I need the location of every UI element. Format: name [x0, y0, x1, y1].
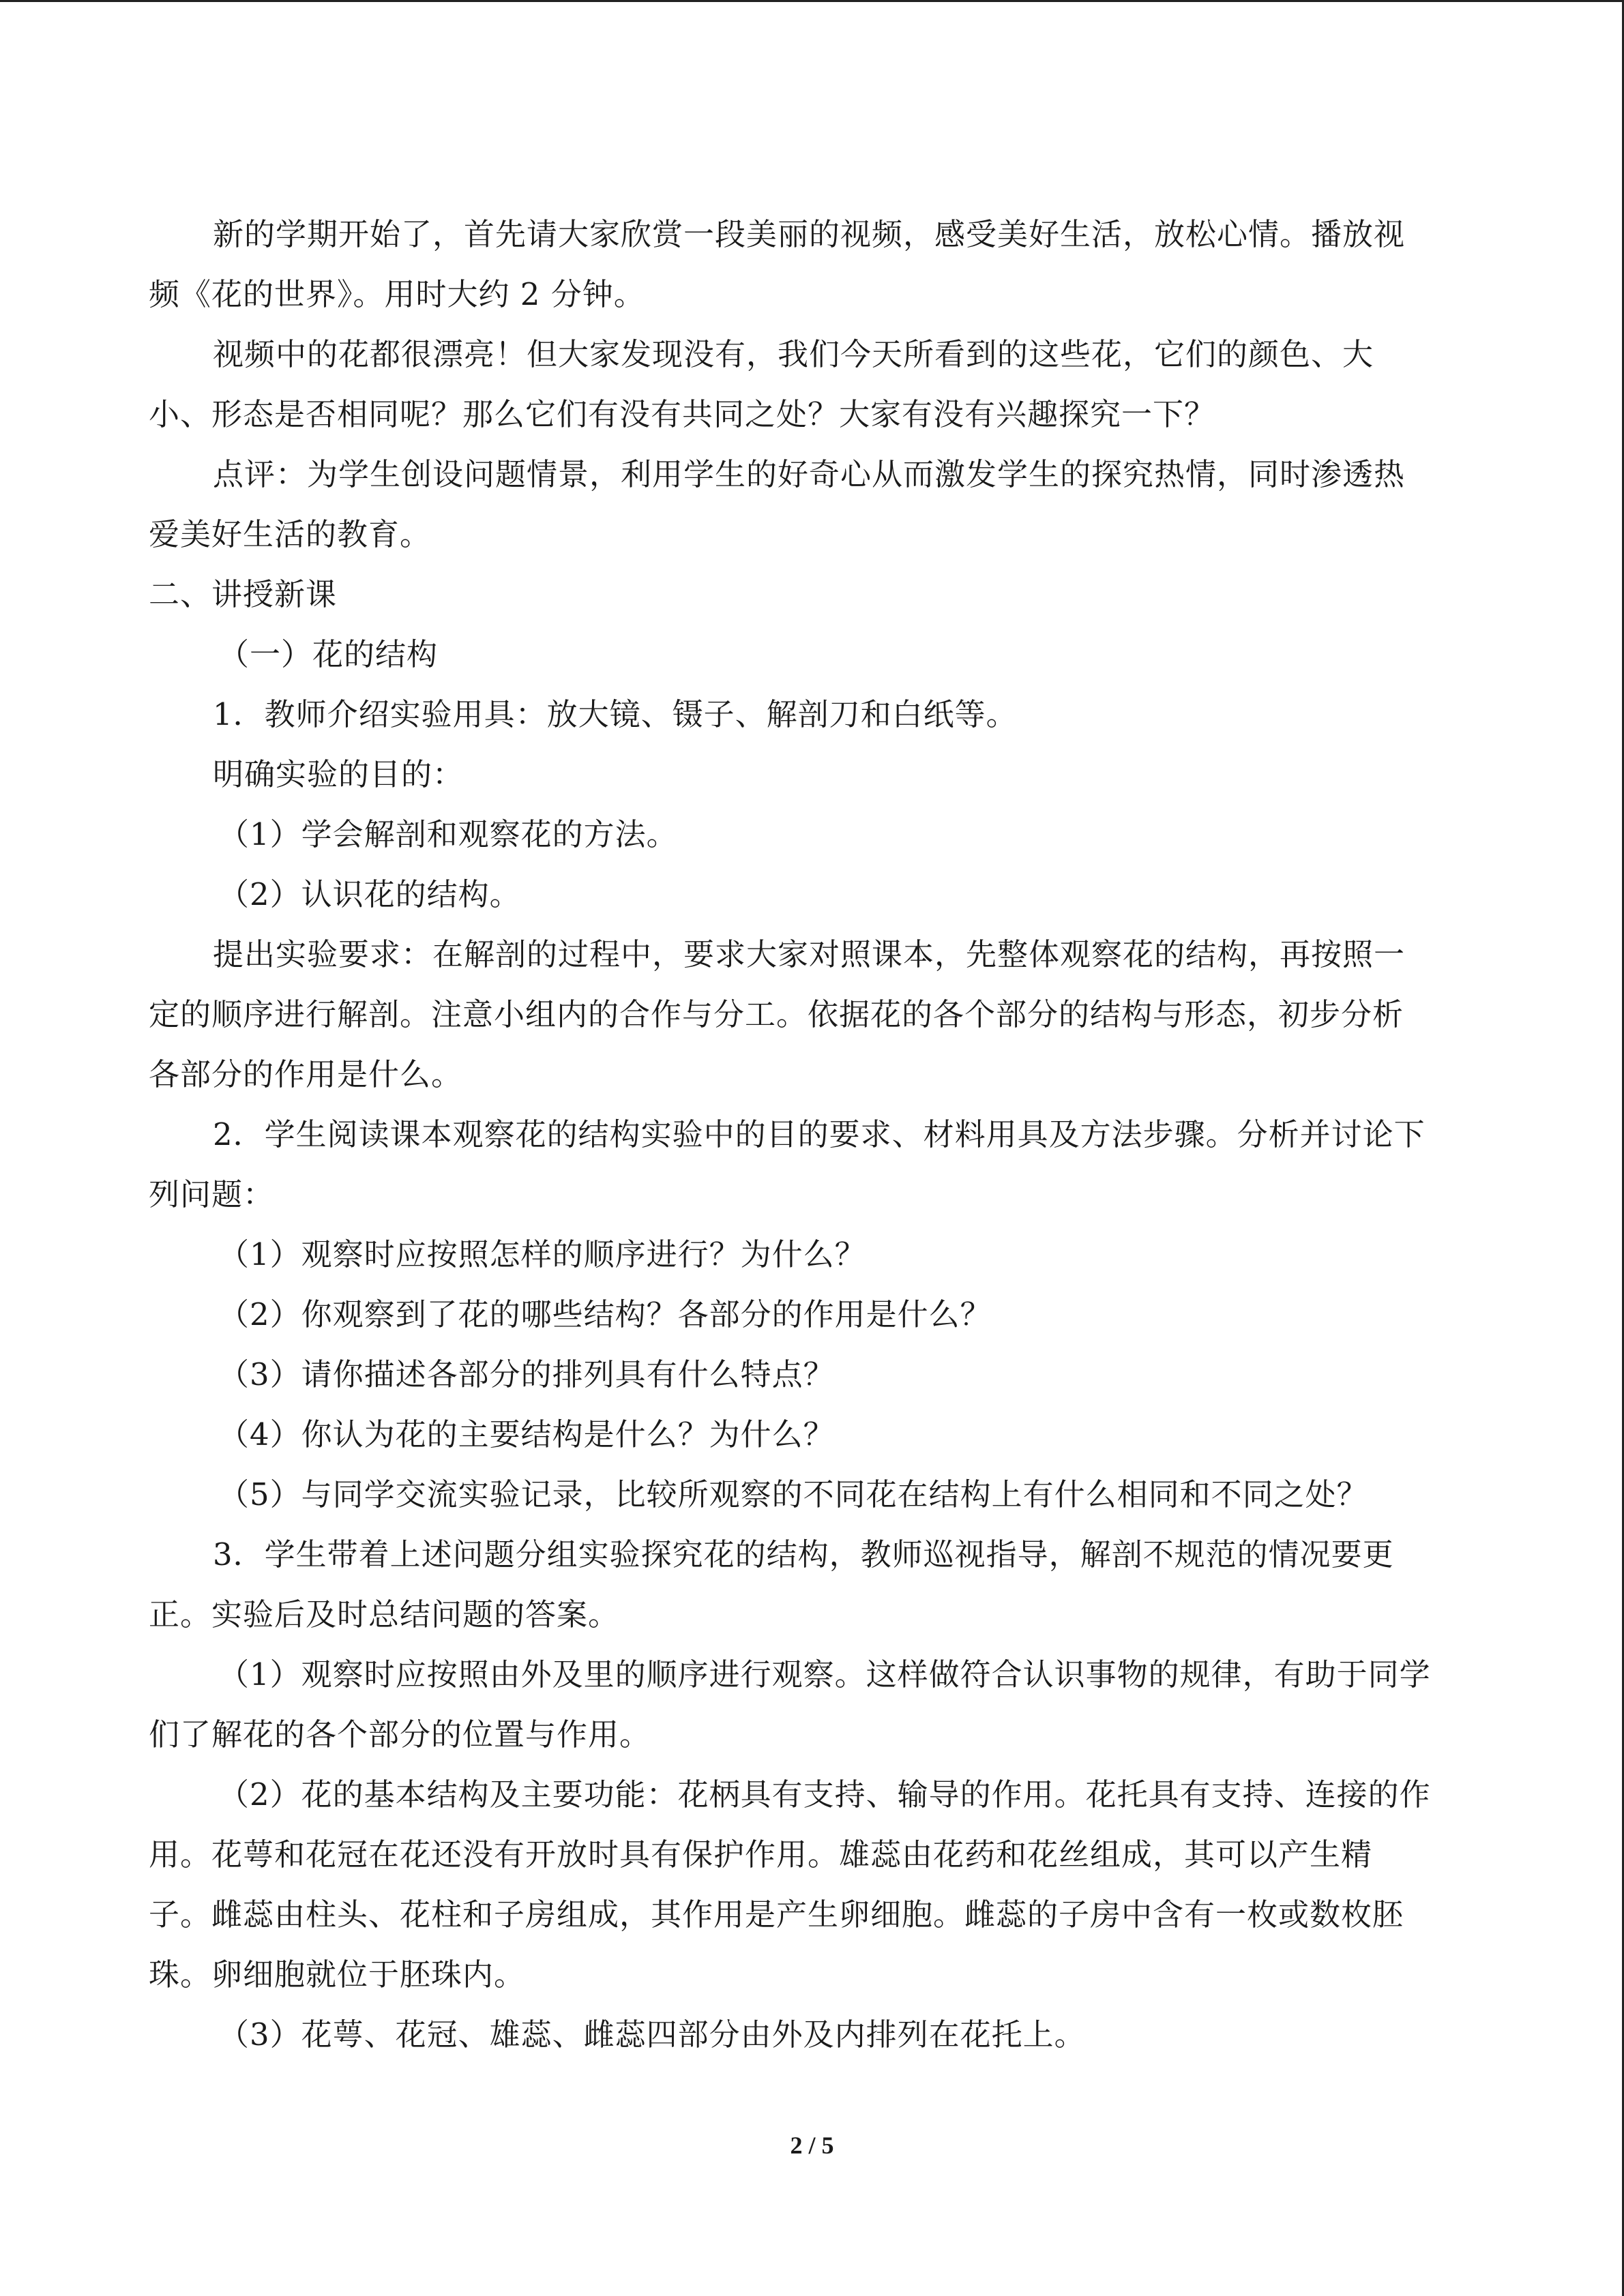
- paragraph-line: 新的学期开始了，首先请大家欣赏一段美丽的视频，感受美好生活，放松心情。播放视: [213, 216, 1406, 252]
- list-item: （5）与同学交流实验记录，比较所观察的不同花在结构上有什么相同和不同之处？: [218, 1476, 1368, 1512]
- list-item: （2）花的基本结构及主要功能：花柄具有支持、输导的作用。花托具有支持、连接的作: [218, 1776, 1431, 1813]
- paragraph-line: 提出实验要求：在解剖的过程中，要求大家对照课本，先整体观察花的结构，再按照一: [213, 936, 1406, 972]
- paragraph-line: 1．教师介绍实验用具：放大镜、镊子、解剖刀和白纸等。: [213, 696, 1018, 732]
- list-item: （1）观察时应按照由外及里的顺序进行观察。这样做符合认识事物的规律，有助于同学: [218, 1656, 1431, 1693]
- paragraph-line: 用。花萼和花冠在花还没有开放时具有保护作用。雄蕊由花药和花丝组成，其可以产生精: [149, 1836, 1373, 1873]
- paragraph-line: 小、形态是否相同呢？那么它们有没有共同之处？大家有没有兴趣探究一下？: [149, 396, 1216, 432]
- paragraph-line: 定的顺序进行解剖。注意小组内的合作与分工。依据花的各个部分的结构与形态，初步分析: [149, 996, 1404, 1032]
- paragraph-line: 2．学生阅读课本观察花的结构实验中的目的要求、材料用具及方法步骤。分析并讨论下: [213, 1116, 1426, 1152]
- paragraph-line: 们了解花的各个部分的位置与作用。: [149, 1716, 651, 1753]
- list-item: （3）花萼、花冠、雄蕊、雌蕊四部分由外及内排列在花托上。: [218, 2016, 1086, 2053]
- paragraph-line: 列问题：: [149, 1176, 275, 1212]
- paragraph-line: 明确实验的目的：: [213, 756, 464, 792]
- paragraph-line: 正。实验后及时总结问题的答案。: [149, 1596, 620, 1632]
- section-heading: 二、讲授新课: [149, 576, 338, 612]
- paragraph-line: 视频中的花都很漂亮！但大家发现没有，我们今天所看到的这些花，它们的颜色、大: [213, 336, 1374, 372]
- paragraph-line: 爱美好生活的教育。: [149, 516, 432, 552]
- page-top-border: [0, 0, 1624, 2]
- list-item: （1）观察时应按照怎样的顺序进行？为什么？: [218, 1236, 866, 1272]
- list-item: （4）你认为花的主要结构是什么？为什么？: [218, 1416, 835, 1452]
- paragraph-line: 频《花的世界》。用时大约 2 分钟。: [149, 276, 645, 312]
- list-item: （2）认识花的结构。: [218, 876, 521, 912]
- page-number: 2 / 5: [790, 2132, 834, 2159]
- list-item: （2）你观察到了花的哪些结构？各部分的作用是什么？: [218, 1296, 992, 1332]
- list-item: （3）请你描述各部分的排列具有什么特点？: [218, 1356, 835, 1392]
- paragraph-line: 3．学生带着上述问题分组实验探究花的结构，教师巡视指导，解剖不规范的情况要更: [213, 1536, 1394, 1572]
- document-body: [149, 205, 1472, 2065]
- paragraph-line: 点评：为学生创设问题情景，利用学生的好奇心从而激发学生的探究热情，同时渗透热: [213, 456, 1406, 492]
- list-item: （1）学会解剖和观察花的方法。: [218, 816, 678, 852]
- paragraph-line: 各部分的作用是什么。: [149, 1056, 463, 1092]
- paragraph-line: 珠。卵细胞就位于胚珠内。: [149, 1956, 526, 1993]
- subsection-heading: （一）花的结构: [218, 636, 439, 672]
- paragraph-line: 子。雌蕊由柱头、花柱和子房组成，其作用是产生卵细胞。雌蕊的子房中含有一枚或数枚胚: [149, 1896, 1404, 1933]
